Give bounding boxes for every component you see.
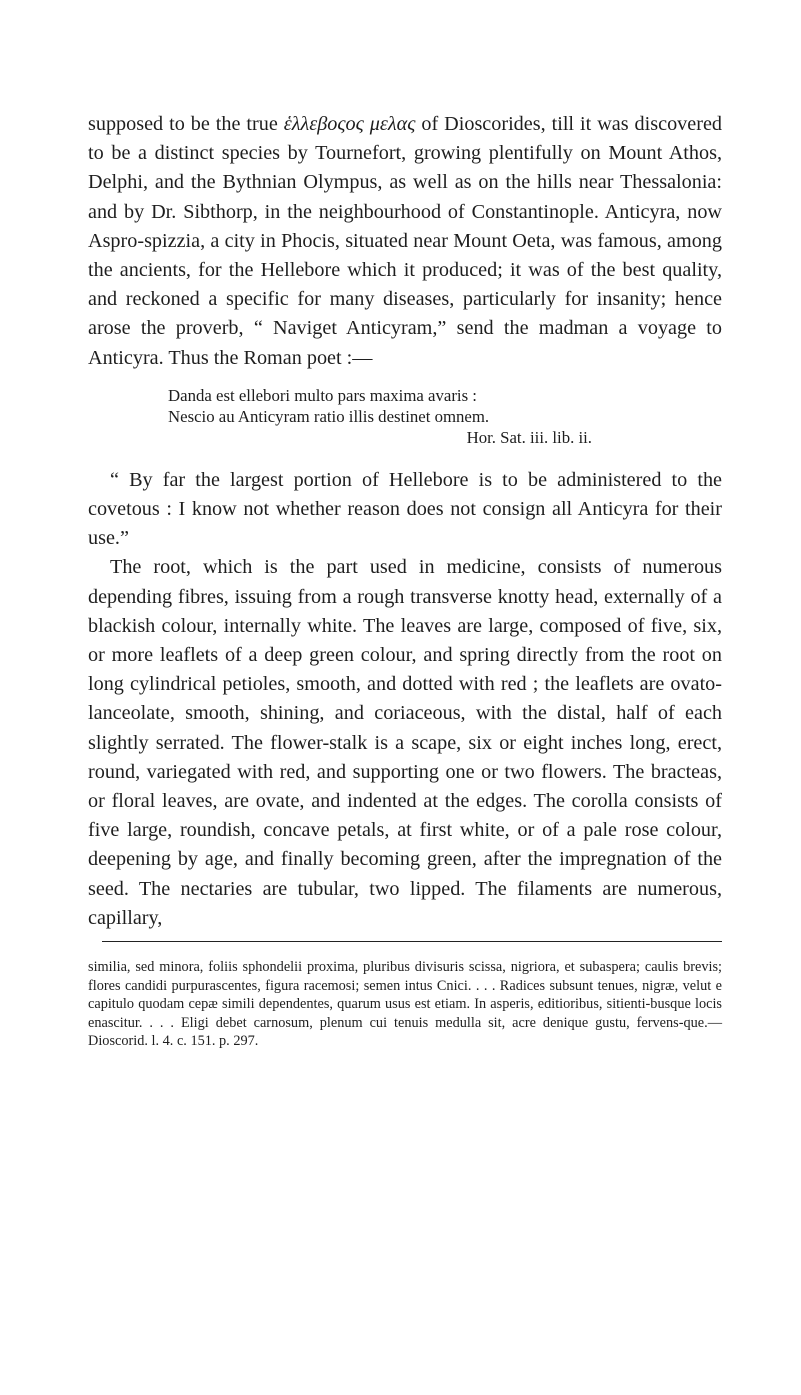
quote-citation: Hor. Sat. iii. lib. ii. — [466, 427, 592, 447]
paragraph-1-rest: of Dioscorides, till it was discovered to be a distinct species by Tournefort, growing plentifully on Mount Athos, Delphi, and the Bythnian Olympus, as well as on the hills near Thessalonia: and by Dr. Sibthorp, in the neighbourhood of Constantinople. Anticyra, now Aspro-spizzia, a city in Phocis, situated near Mount Oeta, was famous, among the ancients, for the Hellebore which it produced; it was of the best quality, and reckoned a specific for many diseases, particularly for insanity; hence arose the proverb, “ Naviget Anticyram,” send the madman a voyage to Anticyra. Thus the Roman poet :— — [88, 113, 722, 369]
latin-quotation — [88, 385, 722, 448]
paragraph-3: The root, which is the part used in medicine, consists of numerous depending fibres, issuing from a rough transverse knotty head, externally of a blackish colour, internally white. The leaves are large, composed of five, six, or more leaflets of a deep green colour, and spring directly from the root on long cylindrical petioles, smooth, and dotted with red ; the leaflets are ovato-lanceolate, smooth, shining, and coriaceous, with the distal, half of each slightly serrated. The flower-stalk is a scape, six or eight inches long, erect, round, variegated with red, and supporting one or two flowers. The bracteas, or floral leaves, are ovate, and indented at the edges. The corolla consists of five large, roundish, concave petals, at first white, or of a pale rose colour, deepening by age, and finally becoming green, after the impregnation of the seed. The nectaries are tubular, two lipped. The filaments are numerous, capillary, — [88, 556, 722, 929]
paragraph-1 — [88, 110, 722, 373]
greek-term: ἑλλεβοςος μελας — [283, 113, 416, 135]
main-text — [88, 110, 722, 933]
quote-line-2: Nescio au Anticyram ratio illis destinet omnem. — [168, 406, 490, 426]
footnote-divider — [102, 941, 722, 942]
book-page — [88, 110, 722, 1051]
paragraph-1-start: supposed to be the true — [88, 113, 284, 135]
footnote: similia, sed minora, foliis sphondelii proxima, pluribus divisuris scissa, nigriora, et subaspera; caulis brevis; flores candidi purpurascentes, figura racemosi; semen intus Cnici. . . . Radices subsunt tenues, nigræ, velut e capitulo quodam cepæ simili dependentes, quarum usus est etiam. In asperis, editioribus, sitienti-busque locis enascitur. . . . Eligi debet carnosum, plenum cui tenuis medulla sit, acre denique gustu, fervens-que.—Dioscorid. l. 4. c. 151. p. 297. — [88, 959, 722, 1050]
quote-line-1: Danda est ellebori multo pars maxima avaris : — [168, 385, 477, 405]
paragraph-2: “ By far the largest portion of Hellebore is to be administered to the covetous : I know not whether reason does not consign all Anticyra for their use.” — [88, 468, 722, 550]
